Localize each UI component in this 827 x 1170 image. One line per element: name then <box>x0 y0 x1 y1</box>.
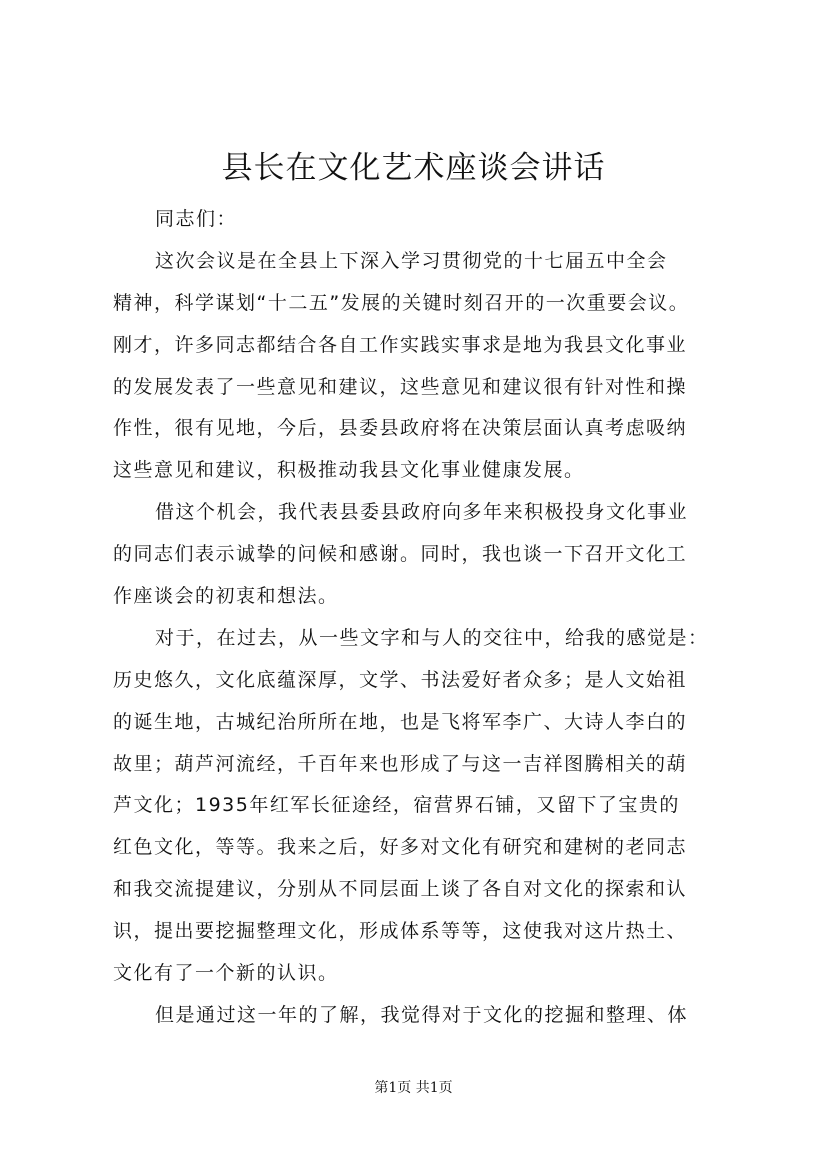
salutation: 同志们： <box>155 208 238 230</box>
text-line: 的同志们表示诚挚的问候和感谢。同时，我也谈一下召开文化工 <box>113 543 688 566</box>
text-line: 刚才，许多同志都结合各自工作实践实事求是地为我县文化事业 <box>113 333 688 356</box>
text-line: 故里；葫芦河流经，千百年来也形成了与这一吉祥图腾相关的葫 <box>113 752 688 775</box>
text-line: 作性，很有见地，今后，县委县政府将在决策层面认真考虑吸纳 <box>113 417 688 440</box>
page-footer: 第1页 共1页 <box>374 1080 453 1096</box>
text-line: 对于，在过去，从一些文字和与人的交往中，给我的感觉是： <box>155 626 709 649</box>
text-line: 的诞生地，古城纪治所所在地，也是飞将军李广、大诗人李白的 <box>113 710 688 733</box>
document-body <box>113 199 738 1037</box>
text-line: 这些意见和建议，积极推动我县文化事业健康发展。 <box>113 459 585 482</box>
text-line: 识，提出要挖掘整理文化，形成体系等等，这使我对这片热土、 <box>113 920 688 943</box>
text-line: 这次会议是在全县上下深入学习贯彻党的十七届五中全会 <box>155 249 668 272</box>
text-line: 精神，科学谋划“十二五”发展的关键时刻召开的一次重要会议。 <box>113 291 690 314</box>
text-line: 芦文化；1935年红军长征途经，宿营界石铺，又留下了宝贵的 <box>113 794 680 817</box>
text-line: 的发展发表了一些意见和建议，这些意见和建议很有针对性和操 <box>113 375 688 398</box>
document-title: 县长在文化艺术座谈会讲话 <box>221 150 606 186</box>
text-line: 但是通过这一年的了解，我觉得对于文化的挖掘和整理、体 <box>155 1003 689 1026</box>
text-line: 作座谈会的初衷和想法。 <box>113 585 339 608</box>
text-line: 历史悠久，文化底蕴深厚，文学、书法爱好者众多；是人文始祖 <box>113 668 688 691</box>
text-line: 和我交流提建议，分别从不同层面上谈了各自对文化的探索和认 <box>113 878 688 901</box>
text-line: 借这个机会，我代表县委县政府向多年来积极投身文化事业 <box>155 501 689 524</box>
text-line: 文化有了一个新的认识。 <box>113 962 339 985</box>
text-line: 红色文化，等等。我来之后，好多对文化有研究和建树的老同志 <box>113 836 688 859</box>
